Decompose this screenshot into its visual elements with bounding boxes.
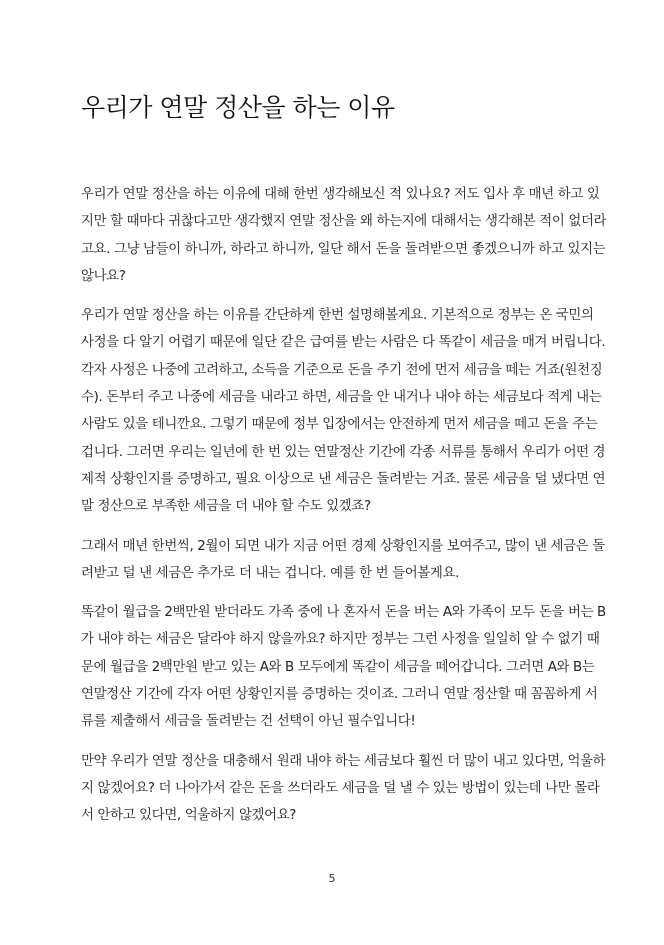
text-line: 사정을 다 알기 어렵기 때문에 일단 같은 급여를 받는 사람은 다 똑같이 세금을 매겨 버립니다. bbox=[81, 335, 606, 351]
text-line: 만약 우리가 연말 정산을 대충해서 원래 내야 하는 세금보다 훨씬 더 많이 내고 있다면, 억울하 bbox=[81, 753, 606, 769]
text-line: 각자 사정은 나중에 고려하고, 소득을 기준으로 돈을 주기 전에 먼저 세금을 떼는 거죠(원천징 bbox=[81, 362, 603, 378]
text-line: 지만 할 때마다 귀찮다고만 생각했지 연말 정산을 왜 하는지에 대해서는 생각해본 적이 없더라 bbox=[81, 214, 607, 230]
text-line: 사람도 있을 테니깐요. 그렇기 때문에 정부 입장에서는 안전하게 먼저 세금을 떼고 돈을 주는 bbox=[81, 417, 598, 433]
page-number: 5 bbox=[328, 872, 336, 885]
text-line: 그래서 매년 한번씩, 2월이 되면 내가 지금 어떤 경제 상황인지를 보여주고, 많이 낸 세금은 돌 bbox=[81, 538, 605, 554]
text-line: 가 내야 하는 세금은 달라야 하지 않을까요? 하지만 정부는 그런 사정을 일일히 알 수 없기 때 bbox=[81, 632, 600, 648]
paragraph-2 bbox=[81, 302, 606, 520]
text-line: 겁니다. 그러면 우리는 일년에 한 번 있는 연말정산 기간에 각종 서류를 통해서 우리가 어떤 경 bbox=[81, 444, 606, 460]
paragraph-1 bbox=[81, 181, 607, 290]
body-text bbox=[81, 181, 607, 842]
paragraph-5 bbox=[81, 748, 606, 830]
text-line: 우리가 연말 정산을 하는 이유에 대해 한번 생각해보신 적 있나요? 저도 입사 후 매년 하고 있 bbox=[81, 187, 600, 202]
text-line: 려받고 덜 낸 세금은 추가로 더 내는 겁니다. 예를 한 번 들어볼게요. bbox=[81, 565, 460, 581]
text-line: 류를 제출해서 세금을 돌려받는 건 선택이 아닌 필수입니다! bbox=[81, 714, 416, 730]
paragraph-3 bbox=[81, 533, 605, 588]
text-line: 연말정산 기간에 각자 어떤 상황인지를 증명하는 것이죠. 그러니 연말 정산할 때 꼼꼼하게 서 bbox=[81, 687, 598, 703]
text-line: 말 정산으로 부족한 세금을 더 내야 할 수도 있겠죠? bbox=[81, 499, 371, 515]
text-line: 문에 월급을 2백만원 받고 있는 A와 B 모두에게 똑같이 세금을 떼어갑니다. 그러면 A와 B는 bbox=[81, 659, 595, 675]
text-line: 똑같이 월급을 2백만원 받더라도 가족 중에 나 혼자서 돈을 버는 A와 가족이 모두 돈을 버는 B bbox=[81, 605, 606, 621]
text-line: 고요. 그냥 남들이 하니까, 하라고 하니까, 일단 해서 돈을 돌려받으면 좋겠으니까 하고 있지는 bbox=[81, 241, 606, 257]
page-title: 우리가 연말 정산을 하는 이유 bbox=[81, 93, 395, 122]
text-line: 우리가 연말 정산을 하는 이유를 간단하게 한번 설명해볼게요. 기본적으로 정부는 온 국민의 bbox=[81, 308, 594, 324]
paragraph-4 bbox=[81, 599, 606, 735]
text-line: 않나요? bbox=[81, 268, 126, 284]
text-line: 서 안하고 있다면, 억울하지 않겠어요? bbox=[81, 808, 297, 824]
text-line: 제적 상황인지를 증명하고, 필요 이상으로 낸 세금은 돌려받는 거죠. 물론 세금을 덜 냈다면 연 bbox=[81, 471, 606, 487]
text-line: 지 않겠어요? 더 나아가서 같은 돈을 쓰더라도 세금을 덜 낼 수 있는 방법이 있는데 나만 몰라 bbox=[81, 780, 600, 796]
text-line: 수). 돈부터 주고 나중에 세금을 내라고 하면, 세금을 안 내거나 내야 하는 세금보다 적게 내는 bbox=[81, 390, 602, 406]
